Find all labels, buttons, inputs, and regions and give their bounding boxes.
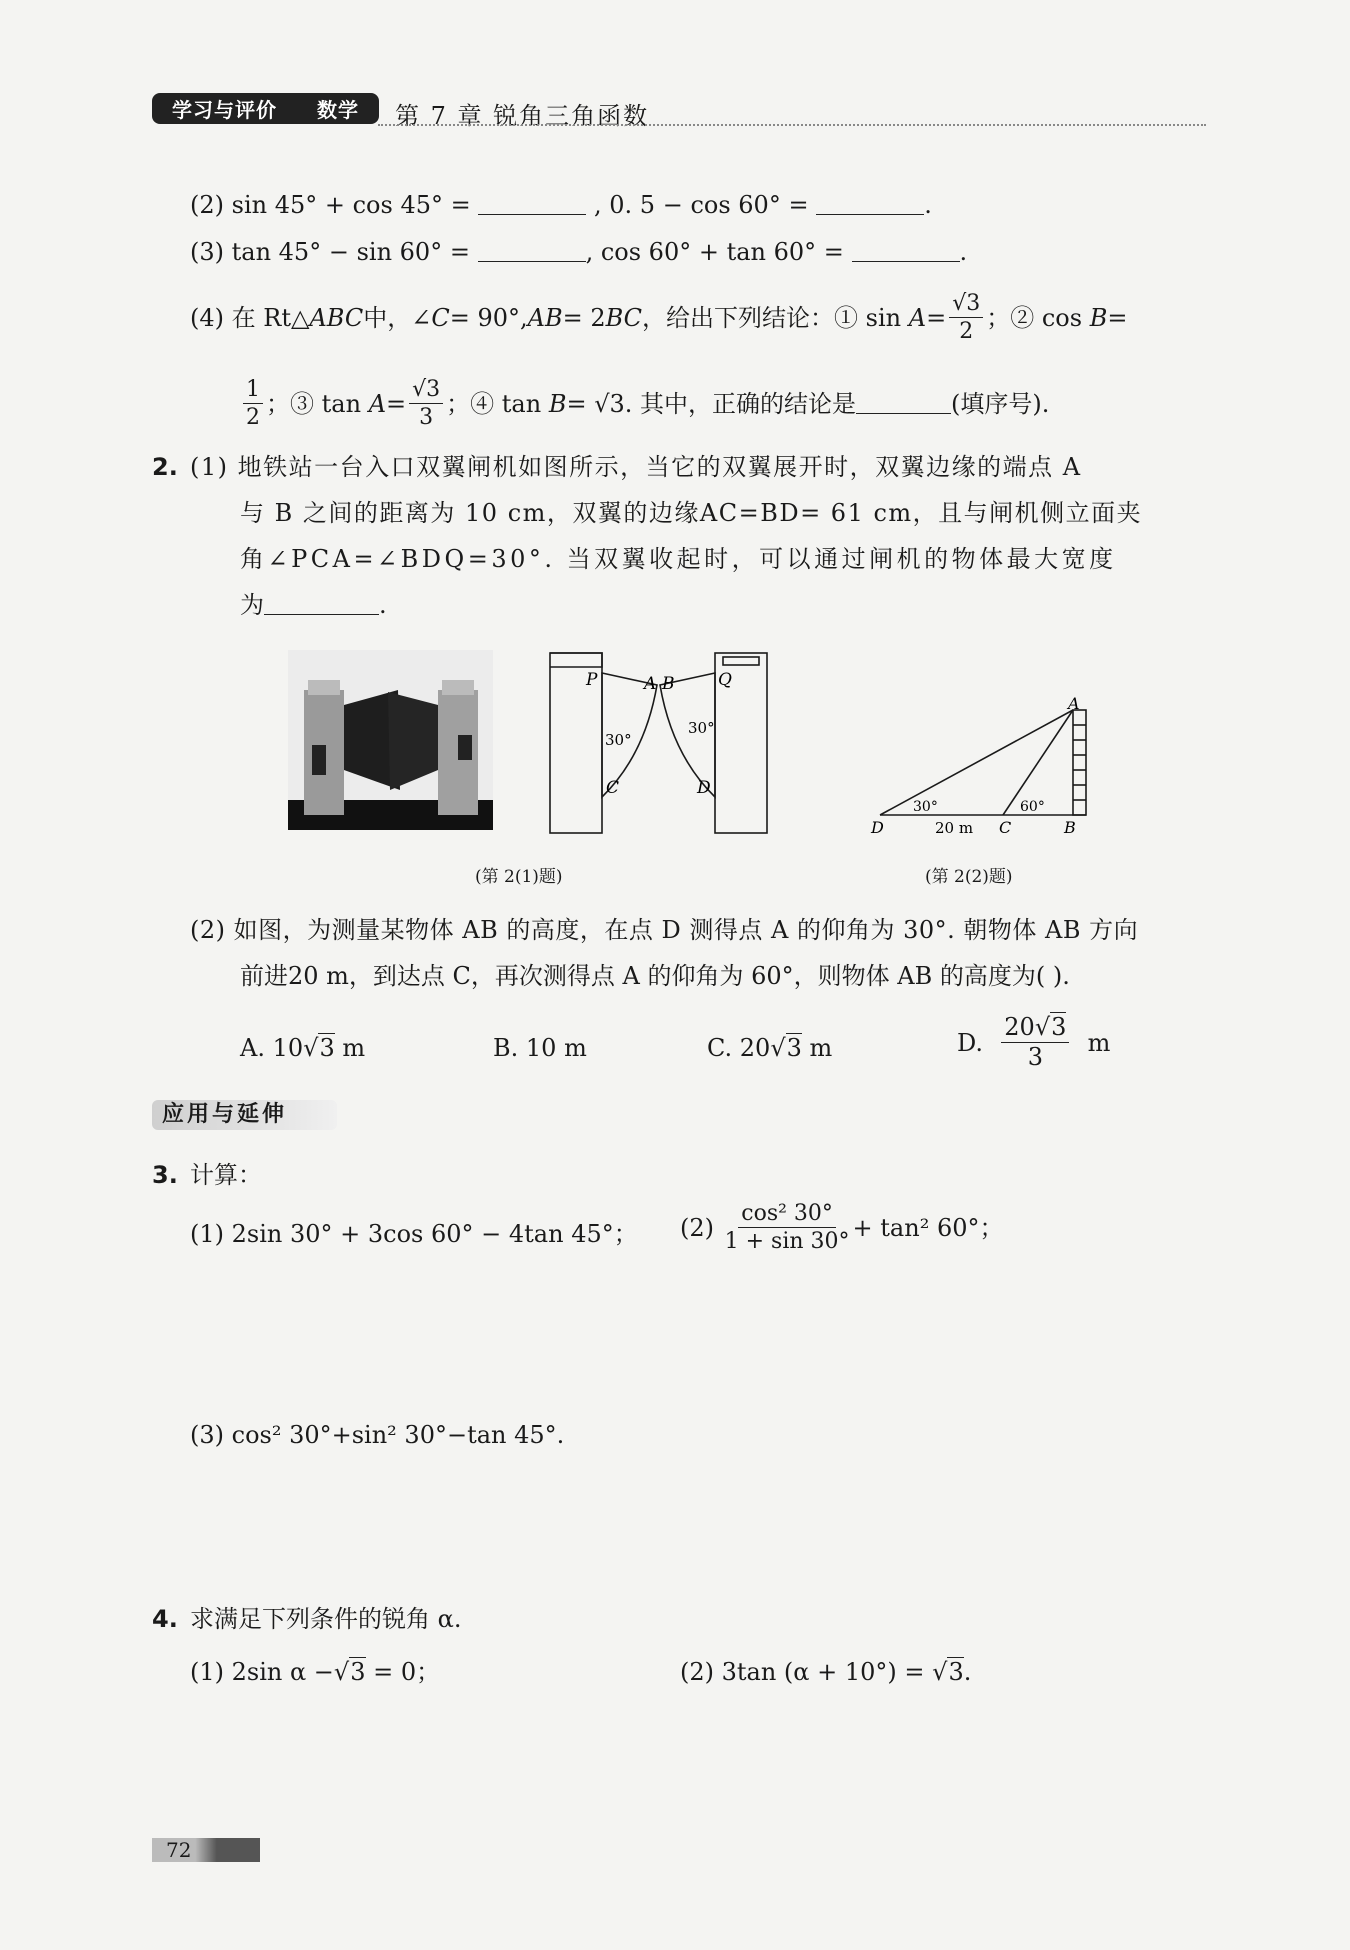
label-B: B bbox=[662, 674, 675, 694]
q1-part2: (2) sin 45° + cos 45° = , 0. 5 − cos 60° = . bbox=[190, 191, 932, 219]
elevation-diagram bbox=[868, 695, 1098, 840]
label-A: A bbox=[644, 674, 657, 694]
answer-blank bbox=[264, 594, 379, 615]
answer-blank bbox=[856, 393, 951, 414]
option-a: A. 10√3 m bbox=[240, 1034, 366, 1062]
option-b: B. 10 m bbox=[493, 1034, 587, 1062]
turnstile-diagram bbox=[545, 645, 775, 835]
q3-title: 计算： bbox=[190, 1161, 262, 1189]
q1-part3: (3) tan 45° − sin 60° = , cos 60° + tan 60° = . bbox=[190, 238, 968, 266]
turnstile-photo-drawing bbox=[288, 650, 493, 830]
book-title: 学习与评价 bbox=[172, 98, 277, 122]
figure-caption-2-1: (第 2(1)题) bbox=[475, 867, 563, 887]
q4-part2: (2) 3tan (α + 10°) = √3. bbox=[680, 1658, 972, 1686]
option-d: D. $\frac{20√3}{3}$ m bbox=[957, 1013, 1111, 1072]
angle-label-30-left: 30° bbox=[605, 731, 632, 749]
angle-label-30: 30° bbox=[913, 799, 938, 815]
label-A2: A bbox=[1068, 695, 1080, 713]
q2-part1-line3: 角∠PCA=∠BDQ=30°. 当双翼收起时，可以通过闸机的物体最大宽度 bbox=[240, 545, 1117, 573]
label-D: D bbox=[697, 778, 711, 798]
angle-label-60: 60° bbox=[1020, 799, 1045, 815]
question-number: 4. bbox=[152, 1605, 178, 1633]
fraction-cos2-over-1-plus-sin: $\frac{\text{cos² 30°}}{1 + \sin 30^\circ}$ bbox=[724, 1201, 850, 1255]
label-P: P bbox=[586, 670, 598, 690]
q4-part1: (1) 2sin α −√3 = 0； bbox=[190, 1658, 441, 1686]
fraction-sqrt3-over-2: $\frac{√3}{2}$ bbox=[949, 292, 983, 343]
fraction-sqrt3-over-3: $\frac{√3}{3}$ bbox=[409, 378, 443, 429]
turnstile-photo bbox=[288, 650, 493, 830]
answer-blank bbox=[478, 241, 586, 262]
q2-part1-line4: 为 . bbox=[240, 591, 387, 619]
answer-blank bbox=[816, 194, 924, 215]
label-C2: C bbox=[999, 818, 1012, 837]
label-B2: B bbox=[1064, 818, 1076, 837]
q2-part1-line2: 与 B 之间的距离为 10 cm，双翼的边缘AC=BD= 61 cm，且与闸机侧立面夹 bbox=[240, 499, 1143, 527]
section-heading: 应用与延伸 bbox=[152, 1100, 337, 1130]
header-rule bbox=[378, 124, 1206, 126]
label-C: C bbox=[606, 778, 620, 798]
subject-title: 数学 bbox=[317, 98, 359, 122]
label-Q: Q bbox=[718, 670, 732, 690]
answer-blank bbox=[478, 194, 586, 215]
q2-part2-line1: (2) 如图，为测量某物体 AB 的高度，在点 D 测得点 A 的仰角为 30°. 朝物体 AB 方向 bbox=[190, 916, 1139, 944]
answer-blank bbox=[852, 241, 960, 262]
q1-part4-line1: (4) 在 Rt△ ABC 中，∠ C = 90°, AB = 2 BC ，给出下列结论：① sin A = $\frac{√3}{2}$ ；② cos B = bbox=[190, 291, 1128, 345]
question-number: 2. bbox=[152, 453, 178, 481]
q2-part1-line1: (1) 地铁站一台入口双翼闸机如图所示，当它的双翼展开时，双翼边缘的端点 A bbox=[190, 453, 1082, 481]
angle-label-30-right: 30° bbox=[688, 719, 715, 737]
q3-part2: (2) $\frac{\text{cos² 30°}}{1 + \sin 30^\circ}$ + tan² 60°； bbox=[680, 1201, 1004, 1255]
label-D2: D bbox=[871, 818, 884, 837]
q3-part3: (3) cos² 30°+sin² 30°−tan 45°. bbox=[190, 1421, 565, 1449]
fraction-1-over-2: $\frac{1}{2}$ bbox=[243, 378, 263, 429]
chapter-title: 第 7 章 锐角三角函数 bbox=[395, 102, 650, 130]
page-number-tab bbox=[152, 1838, 260, 1862]
question-number: 3. bbox=[152, 1161, 178, 1189]
book-header-badge bbox=[152, 93, 379, 124]
page-number: 72 bbox=[166, 1838, 192, 1862]
option-c: C. 20√3 m bbox=[707, 1034, 833, 1062]
q1-part4-line2: $\frac{1}{2}$ ；③ tan A = $\frac{√3}{3}$ ；④ tan B = √3. 其中，正确的结论是 (填序号). bbox=[240, 378, 1049, 429]
fraction-20sqrt3-over-3: $\frac{20√3}{3}$ bbox=[1001, 1015, 1069, 1070]
q4-title: 求满足下列条件的锐角 α. bbox=[190, 1605, 462, 1633]
q3-part1: (1) 2sin 30° + 3cos 60° − 4tan 45°； bbox=[190, 1220, 638, 1248]
distance-label: 20 m bbox=[935, 819, 974, 837]
q2-part2-line2: 前进20 m，到达点 C，再次测得点 A 的仰角为 60°，则物体 AB 的高度为( ). bbox=[240, 962, 1070, 990]
figure-caption-2-2: (第 2(2)题) bbox=[925, 867, 1013, 887]
